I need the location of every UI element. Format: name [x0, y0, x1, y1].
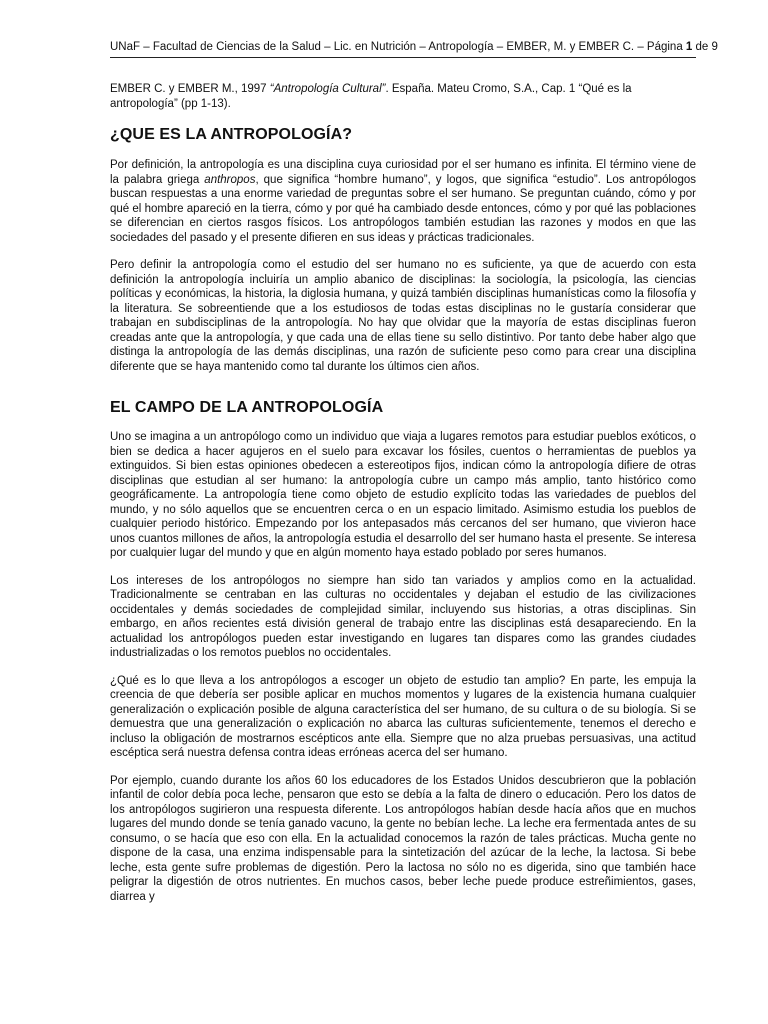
- section-heading-campo: EL CAMPO DE LA ANTROPOLOGÍA: [110, 399, 384, 416]
- running-header: [110, 40, 718, 58]
- page-number: 1: [685, 41, 693, 53]
- header-text: UNaF – Facultad de Ciencias de la Salud – Lic. en Nutrición – Antropología – EMBER, M. y EMBER C. – Página: [110, 41, 686, 53]
- paragraph: ¿Qué es lo que lleva a los antropólogos a escoger un objeto de estudio tan amplio? En parte, les empuja la creencia de que debería ser posible aplicar en muchos momentos y lugares de la existencia humana cualquier generalización o explicación posible de alguna característica del ser humano, de su cultura o de su biología. Si se demuestra que una generalización o explicación no abarca las culturas suficientemente, tenemos el derecho e incluso la obligación de mostrarnos escépticos ante ella. Siempre que no alza pruebas persuasivas, una actitud escéptica será nuestra defensa contra ideas erróneas acerca del ser humano.: [110, 674, 696, 759]
- citation-title: “Antropología Cultural”: [269, 83, 386, 95]
- paragraph: Los intereses de los antropólogos no siempre han sido tan variados y amplios como en la actualidad. Tradicionalmente se centraban en las culturas no occidentales y dejaban el estudio de las civilizaciones occidentales y demás sociedades de complejidad similar, incluyendo sus historias, a otras disciplinas. Sin embargo, en años recientes está división general de trabajo entre las disciplinas está desapareciendo. En la actualidad los antropólogos pueden estar investigando en lugares tan dispares como las grandes ciudades industrializadas o los remotos pueblos no occidentales.: [110, 574, 696, 659]
- citation-details: . España. Mateu Cromo, S.A., Cap. 1 “Qué es la antropología” (pp 1-13).: [110, 83, 632, 110]
- paragraph: [110, 158, 696, 245]
- italic-term: anthropos: [204, 173, 256, 186]
- header-total-pages: de 9: [692, 41, 718, 53]
- document-body: [110, 82, 696, 917]
- citation-authors: EMBER C. y EMBER M., 1997: [110, 83, 270, 95]
- paragraph: Uno se imagina a un antropólogo como un individuo que viaja a lugares remotos para estudiar pueblos exóticos, o bien se dedica a hacer agujeros en el suelo para excavar los fósiles, cuentos o herramientas de pueblos ya extinguidos. Si bien estas opiniones obedecen a estereotipos fijos, indican cómo la antropología difiere de otras disciplinas que estudian al ser humano: la antropología cubre un campo más amplio, tanto histórico como geográficamente. La antropología tiene como objeto de estudio explícito todas las variedades de pueblos del mundo, y no sólo aquellos que se encuentren cerca o en un espacio limitado. Asimismo estudia los pueblos de cualquier periodo histórico. Empezando por los antepasados más cercanos del ser humano, que vivieron hace unos cuantos millones de años, la antropología estudia el desarrollo del ser humano hasta el presente. Se interesa por cualquier lugar del mundo y que en algún momento haya estado poblado por seres humanos.: [110, 431, 696, 559]
- section-heading-que-es: ¿QUE ES LA ANTROPOLOGÍA?: [110, 126, 353, 143]
- paragraph: Por ejemplo, cuando durante los años 60 los educadores de los Estados Unidos descubrieron que la población infantil de color debía poca leche, pensaron que esto se debía a la falta de dinero o educación. Pero los datos de los antropólogos sugirieron una respuesta diferente. Los antropólogos habían desde hacía años que en muchos lugares del mundo donde se tenía ganado vacuno, la gente no bebían leche. La leche era fermentada antes de su consumo, o se hacía que eso con ella. En la actualidad conocemos la razón de tales prácticas. Mucha gente no dispone de la casa, una enzima indispensable para la sintetización del azúcar de la leche, la lactosa. Si bebe leche, esta gente sufre problemas de digestión. Pero la lactosa no sólo no es digerida, sino que también hace peligrar la digestión de otros nutrientes. En muchos casos, beber leche puede produce estreñimientos, gases, diarrea y: [110, 774, 696, 903]
- paragraph-text: Por definición, la antropología es una disciplina cuya curiosidad por el ser humano es infinita. El término viene de la palabra griega: [110, 159, 696, 186]
- bibliographic-citation: [110, 82, 696, 111]
- paragraph-text: , que significa “hombre humano”, y logos, que significa “estudio”. Los antropólogos buscan respuestas a una enorme variedad de preguntas sobre el ser humano. Se preguntan cuándo, cómo y por qué el hombre apareció en la tierra, cómo y por qué ha cambiado desde entonces, cómo y por qué las poblaciones se diferencian en ciertos rasgos físicos. Los antropólogos también estudian las razones y modos en que las sociedades del pasado y el presente difieren en sus ideas y prácticas tradicionales.: [110, 173, 696, 244]
- paragraph: Pero definir la antropología como el estudio del ser humano no es suficiente, ya que de acuerdo con esta definición la antropología incluiría un amplio abanico de disciplinas: la sociología, la psicología, las ciencias políticas y económicas, la historia, la diglosia humana, y quizá también disciplinas humanísticas como la filosofía y la literatura. Se sobreentiende que a los estudiosos de todas estas disciplinas no le gustaría considerar que trabajan en subdisciplinas de la antropología. No hay que olvidar que la mayoría de estas disciplinas fueron creadas ante que la antropología, y que cada una de ellas tiene su sello distintivo. Por tanto debe haber algo que distinga la antropología de las demás disciplinas, una razón de suficiente peso como para crear una disciplina diferente que se haya mantenido como tal durante los últimos cien años.: [110, 259, 696, 373]
